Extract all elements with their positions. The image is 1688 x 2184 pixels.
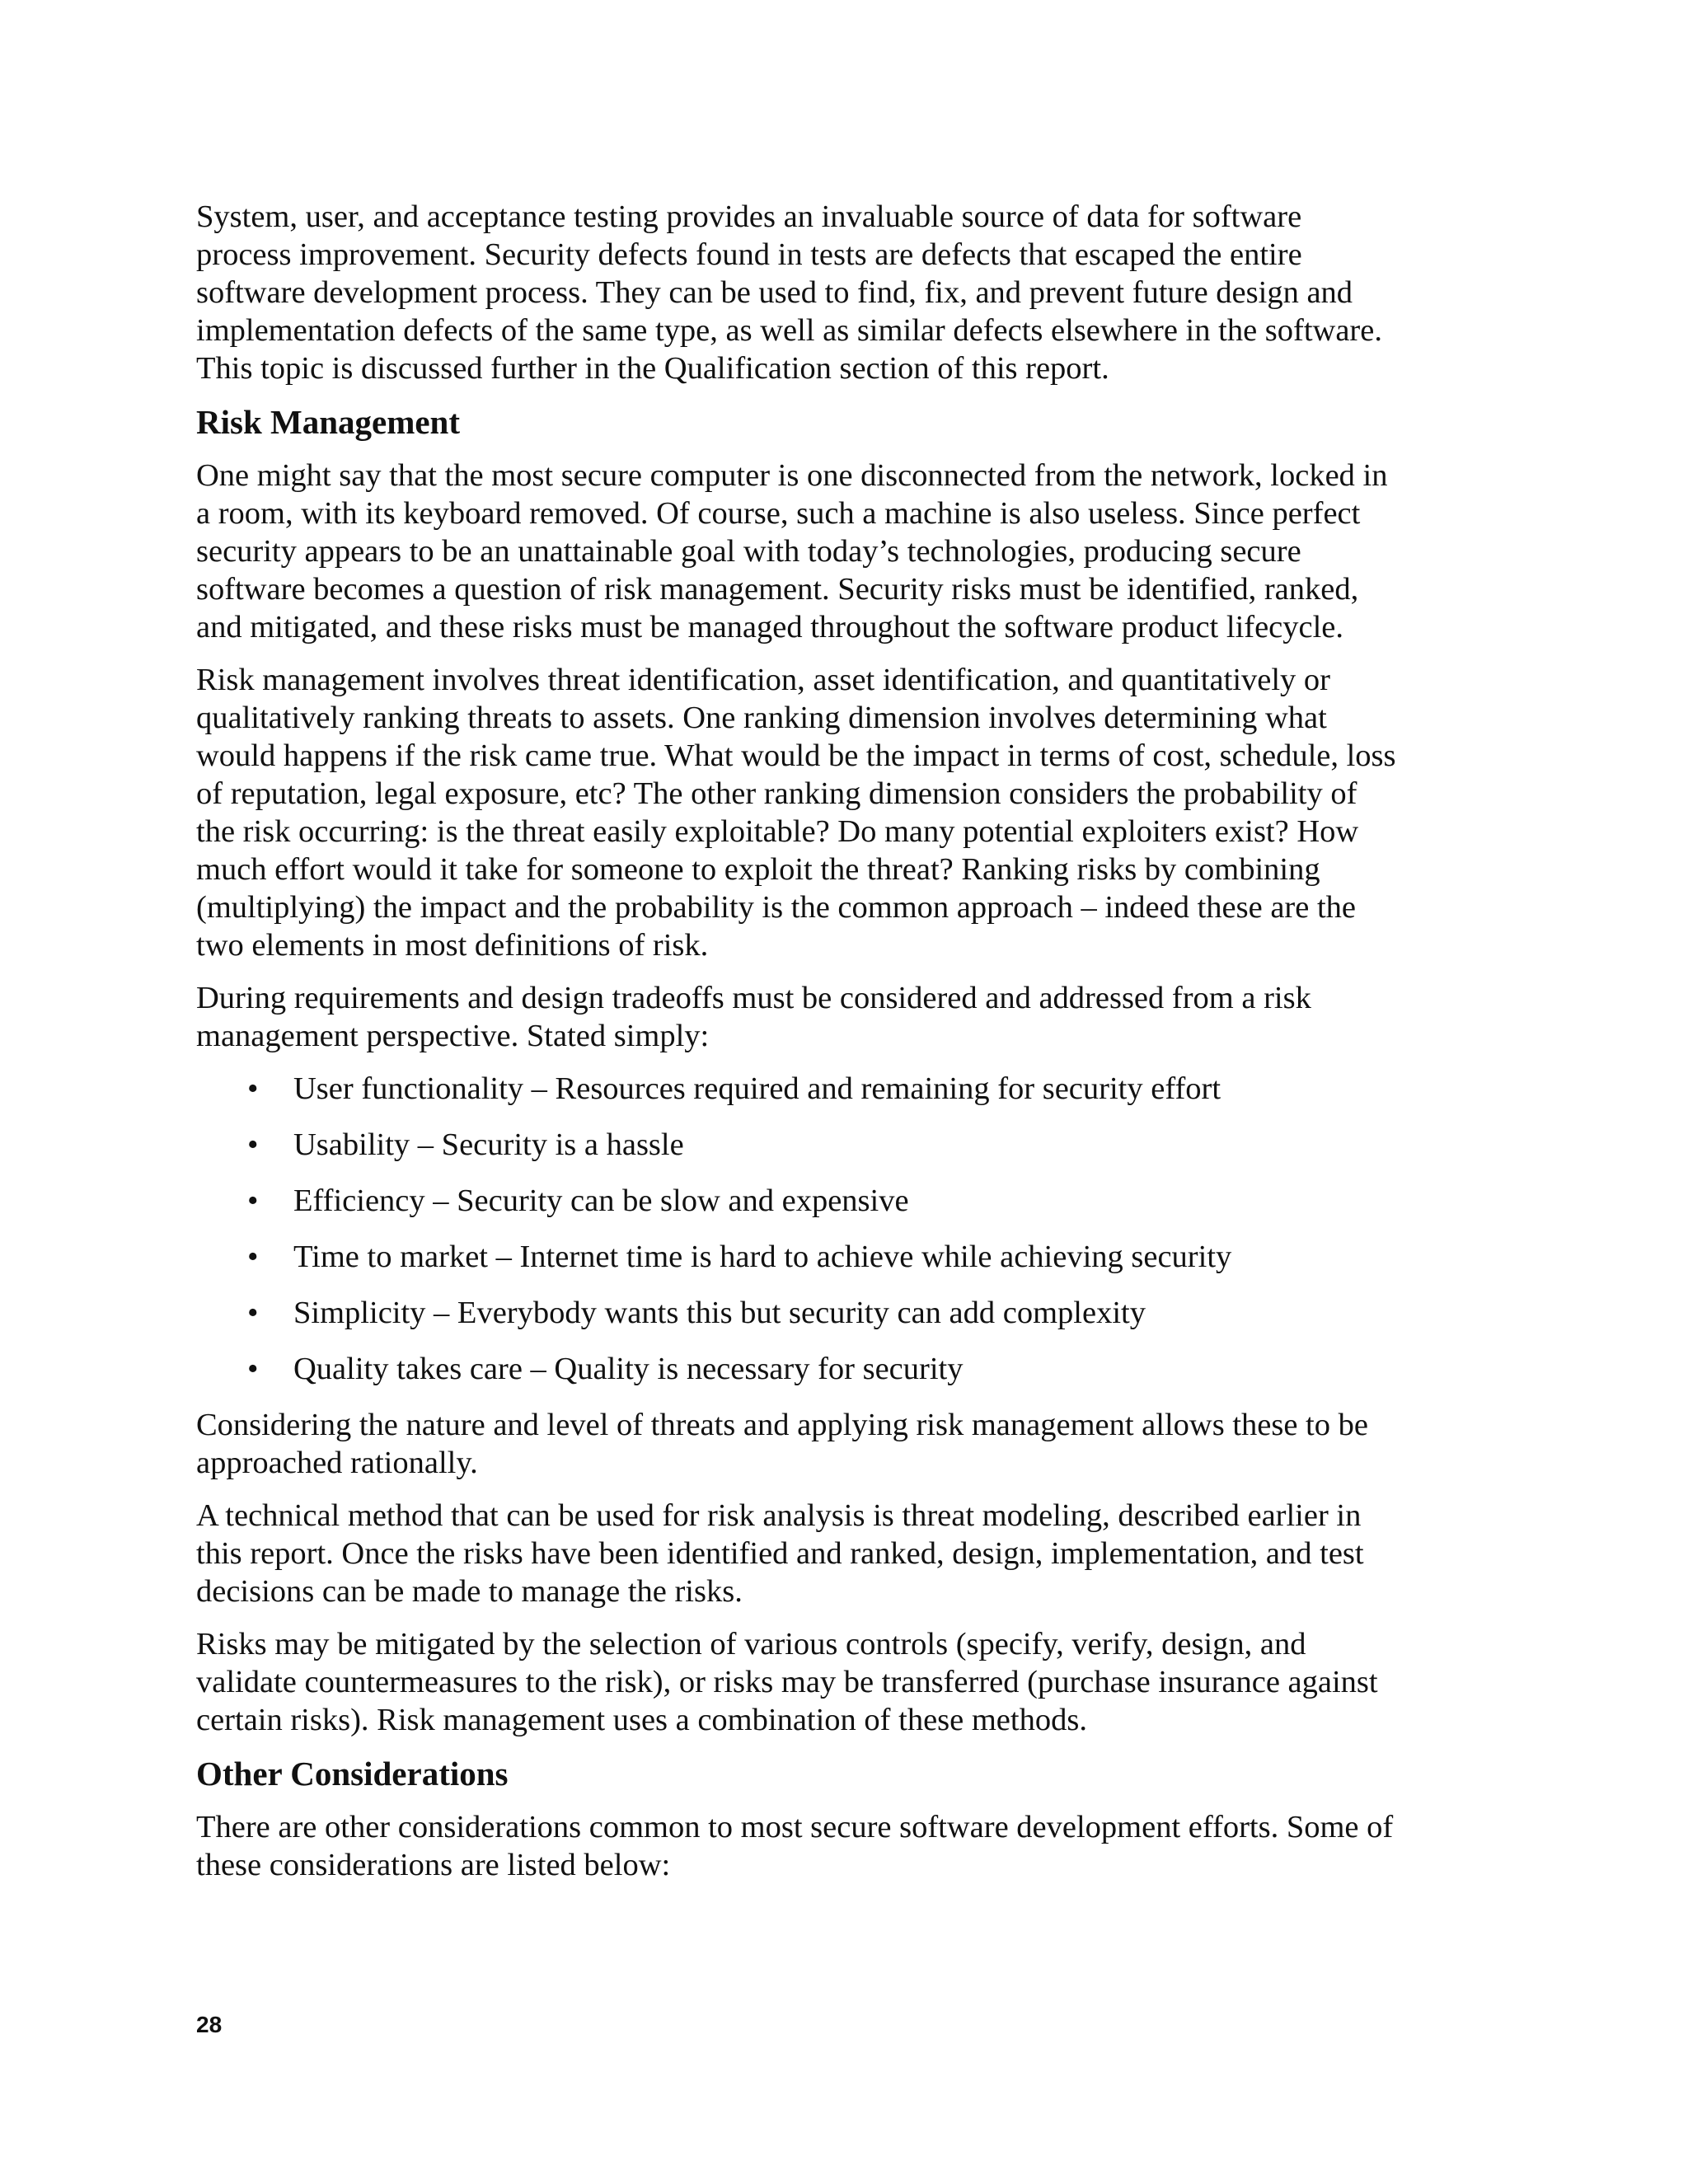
page-number: 28 <box>196 2012 223 2037</box>
bullet-icon: • <box>247 1240 259 1274</box>
other-paragraph-1: There are other considerations common to most secure software development efforts. Some of these considerations are listed below: <box>196 1810 1394 1882</box>
list-item <box>196 1070 1400 1108</box>
list-item-text: Simplicity – Everybody wants this but security can add complexity <box>293 1296 1146 1330</box>
section-heading-risk-management: Risk Management <box>196 403 461 441</box>
list-item-text: Usability – Security is a hassle <box>293 1127 684 1162</box>
bullet-icon: • <box>247 1071 259 1106</box>
risk-paragraph-5: A technical method that can be used for risk analysis is threat modeling, described earlier in this report. Once the risks have been identified and ranked, design, implementation, and test decisions can be made to manage the risks. <box>196 1498 1364 1609</box>
bullet-icon: • <box>247 1296 259 1330</box>
section-heading-other-considerations: Other Considerations <box>196 1755 509 1793</box>
list-item <box>196 1350 1400 1388</box>
list-item-text: User functionality – Resources required and remaining for security effort <box>293 1071 1221 1106</box>
list-item-text: Quality takes care – Quality is necessary for security <box>293 1352 964 1386</box>
list-item <box>196 1238 1400 1276</box>
list-item-text: Time to market – Internet time is hard to achieve while achieving security <box>293 1240 1232 1274</box>
risk-paragraph-4: Considering the nature and level of threats and applying risk management allows these to be approached rationally. <box>196 1408 1368 1480</box>
risk-paragraph-3: During requirements and design tradeoffs must be considered and addressed from a risk management perspective. Stated simply: <box>196 981 1311 1053</box>
bullet-icon: • <box>247 1183 259 1218</box>
bullet-icon: • <box>247 1127 259 1162</box>
risk-paragraph-2: Risk management involves threat identification, asset identification, and quantitatively or qualitatively ranking threats to assets. One ranking dimension involves determining what would happens if the risk came true. What would be the impact in terms of cost, schedule, loss of reputation, legal exposure, etc? The other ranking dimension considers the probability of the risk occurring: is the threat easily exploitable? Do many potential exploiters exist? How much effort would it take for someone to exploit the threat? Ranking risks by combining (multiplying) the impact and the probability is the common approach – indeed these are the two elements in most definitions of risk. <box>196 663 1396 963</box>
tradeoff-list <box>196 1070 1400 1388</box>
intro-paragraph: System, user, and acceptance testing provides an invaluable source of data for software process improvement. Security defects found in tests are defects that escaped the entire software development process. They can be used to find, fix, and prevent future design and implementation defects of the same type, as well as similar defects elsewhere in the software. This topic is discussed further in the Qualification section of this report. <box>196 199 1382 386</box>
document-page <box>196 198 1400 1899</box>
list-item-text: Efficiency – Security can be slow and expensive <box>293 1183 909 1218</box>
list-item <box>196 1182 1400 1220</box>
list-item <box>196 1126 1400 1164</box>
list-item <box>196 1294 1400 1332</box>
bullet-icon: • <box>247 1352 259 1386</box>
risk-paragraph-1: One might say that the most secure computer is one disconnected from the network, locked in a room, with its keyboard removed. Of course, such a machine is also useless. Since perfect security appears to be an unattainable goal with today’s technologies, producing secure software becomes a question of risk management. Security risks must be identified, ranked, and mitigated, and these risks must be managed throughout the software product lifecycle. <box>196 458 1388 644</box>
risk-paragraph-6: Risks may be mitigated by the selection of various controls (specify, verify, design, and validate countermeasures to the risk), or risks may be transferred (purchase insurance against certain risks). Risk management uses a combination of these methods. <box>196 1627 1378 1737</box>
